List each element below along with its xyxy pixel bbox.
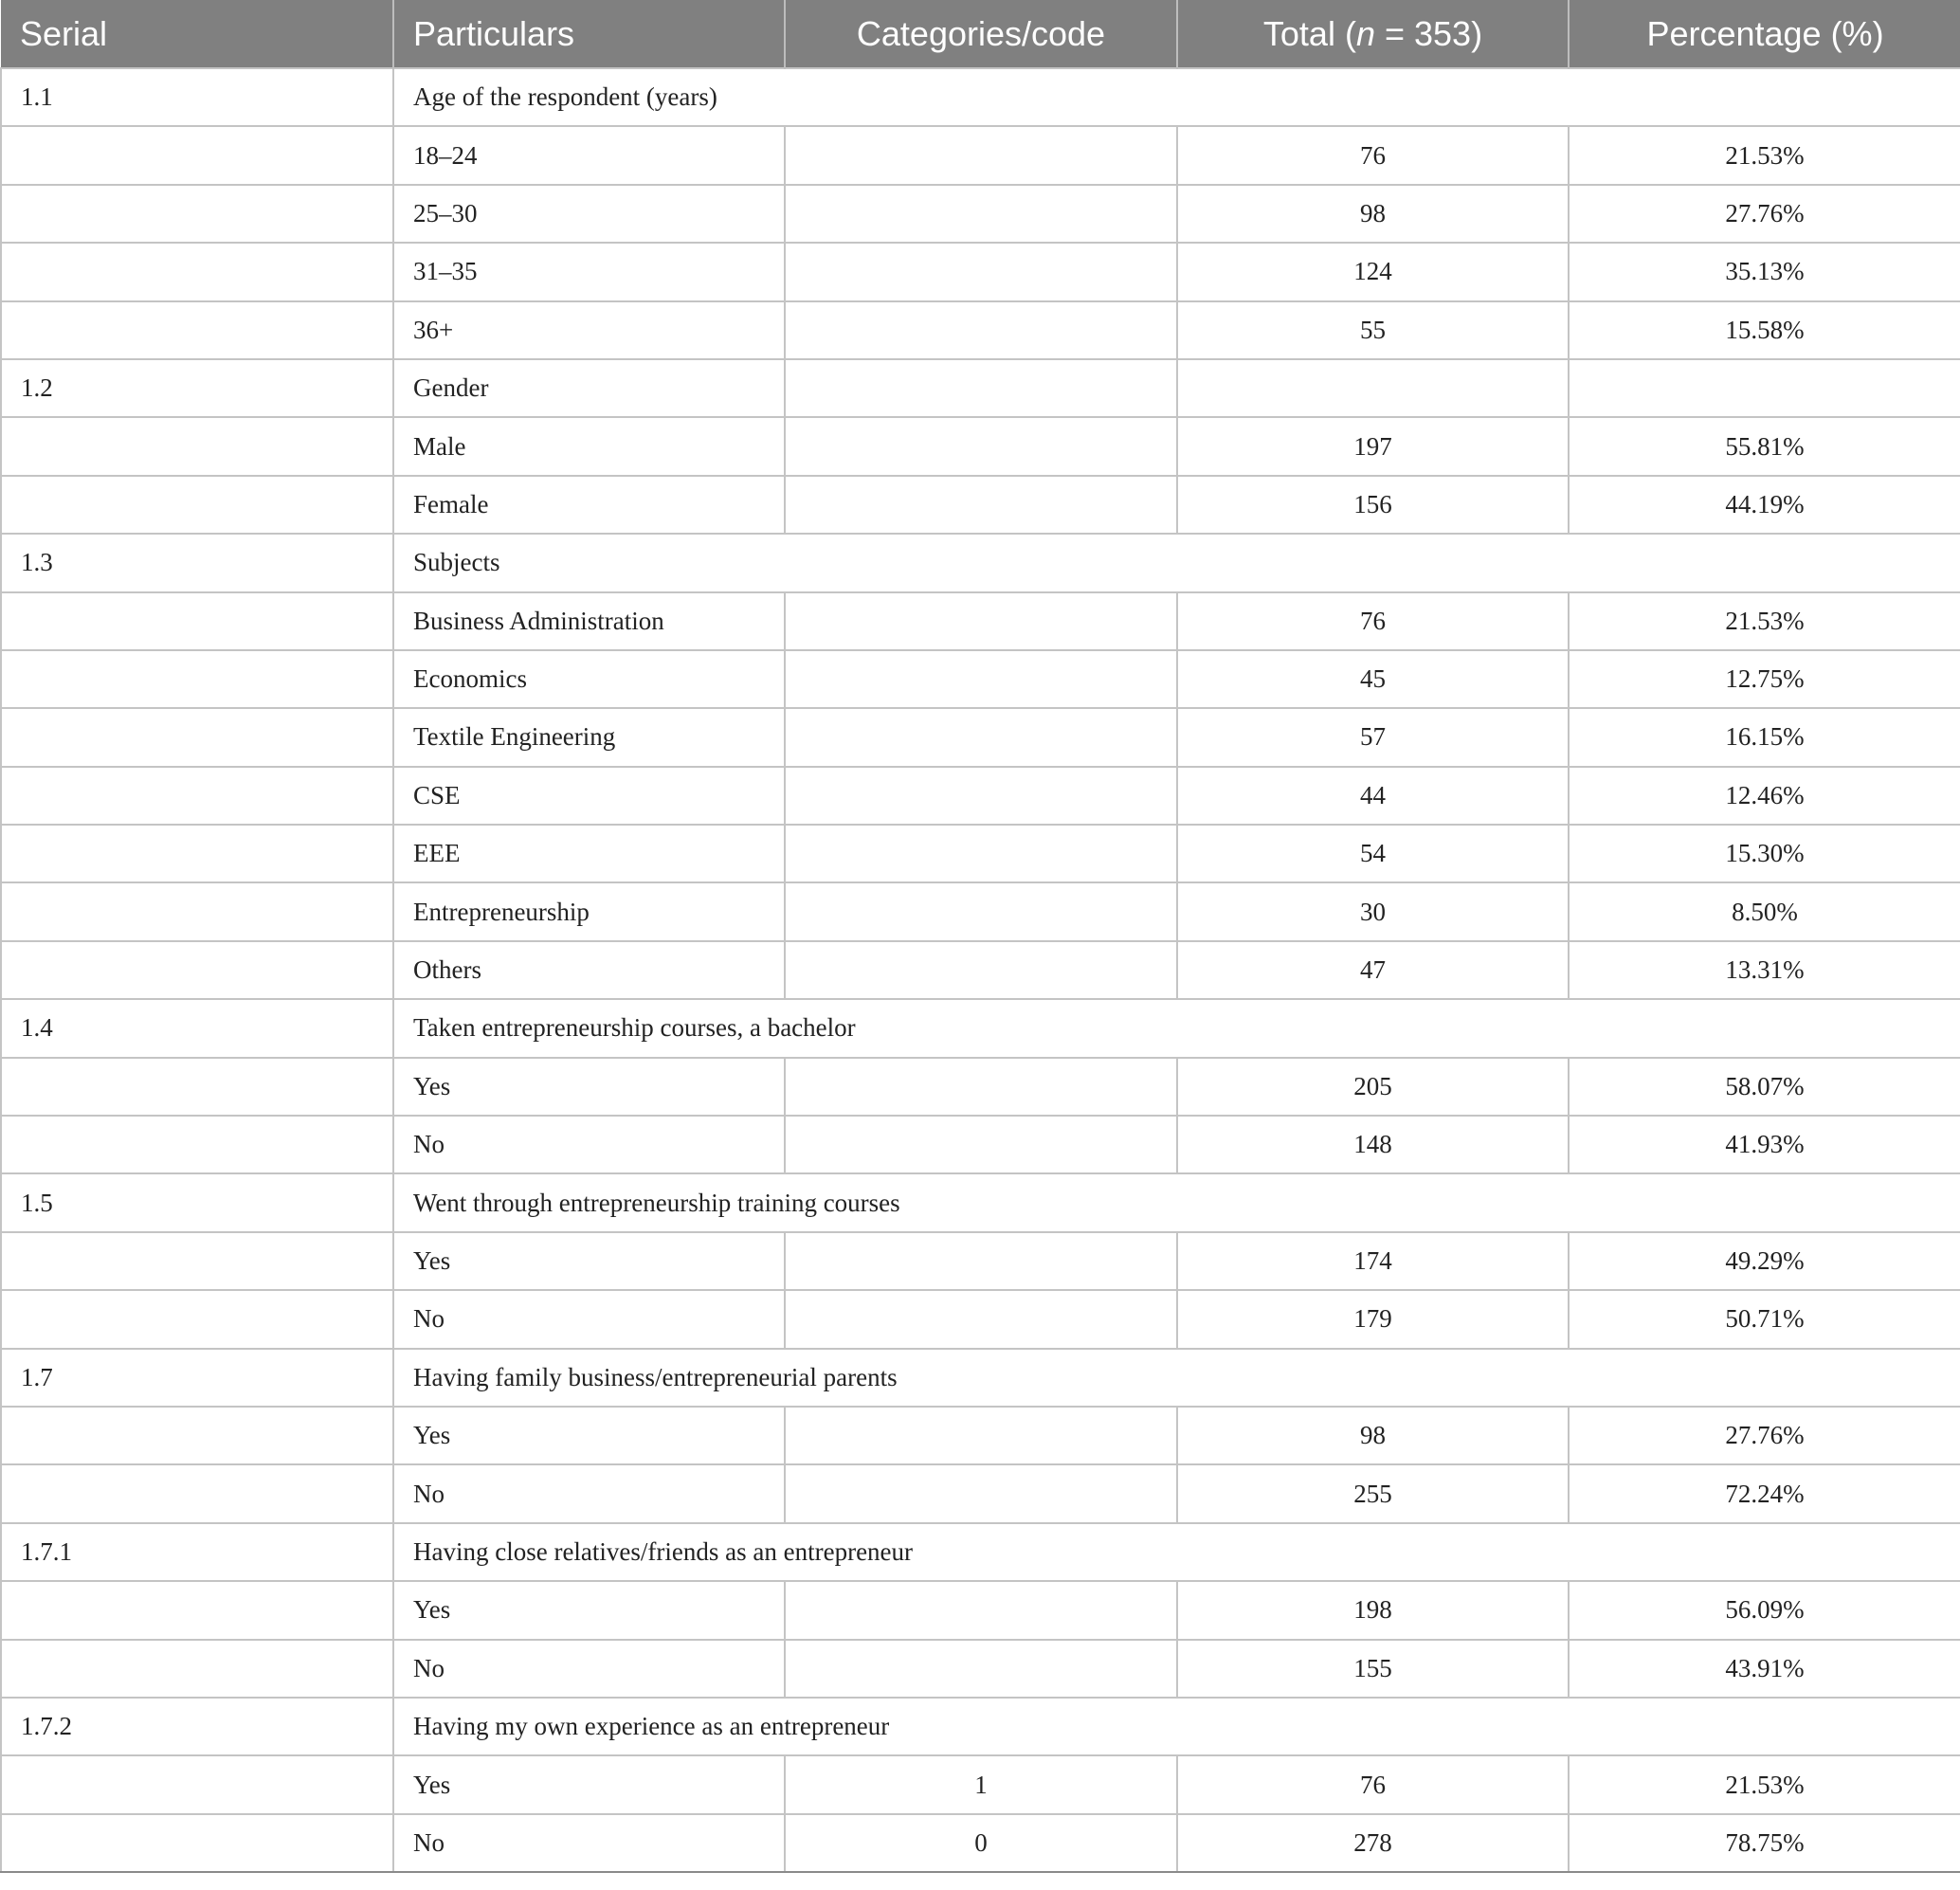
serial-cell (1, 476, 393, 534)
section-row (1, 1173, 1960, 1231)
categories-cell (785, 1116, 1177, 1173)
section-row (1, 534, 1960, 591)
total-cell: 54 (1177, 825, 1569, 882)
header-total-suffix: = 353) (1374, 13, 1483, 53)
serial-cell: 1.7.1 (1, 1523, 393, 1581)
serial-cell (1, 1116, 393, 1173)
header-total (1177, 0, 1569, 68)
percentage-cell: 50.71% (1569, 1290, 1960, 1348)
serial-cell (1, 767, 393, 825)
percentage-cell: 44.19% (1569, 476, 1960, 534)
section-row (1, 1698, 1960, 1755)
categories-cell (785, 301, 1177, 359)
particulars-cell: No (393, 1290, 785, 1348)
serial-cell (1, 650, 393, 708)
serial-cell (1, 1640, 393, 1698)
total-cell: 55 (1177, 301, 1569, 359)
total-cell: 98 (1177, 1407, 1569, 1464)
categories-cell (785, 1464, 1177, 1522)
total-cell: 278 (1177, 1814, 1569, 1872)
serial-cell (1, 417, 393, 475)
serial-cell (1, 882, 393, 940)
header-particulars: Particulars (393, 0, 785, 68)
total-cell: 30 (1177, 882, 1569, 940)
table-row (1, 767, 1960, 825)
percentage-cell: 13.31% (1569, 941, 1960, 999)
categories-cell: 1 (785, 1755, 1177, 1813)
table-row (1, 476, 1960, 534)
particulars-cell: Economics (393, 650, 785, 708)
percentage-cell (1569, 359, 1960, 417)
table-row (1, 185, 1960, 243)
serial-cell (1, 708, 393, 766)
categories-cell (785, 1232, 1177, 1290)
total-cell: 198 (1177, 1581, 1569, 1639)
serial-cell (1, 185, 393, 243)
particulars-cell: No (393, 1464, 785, 1522)
percentage-cell: 15.58% (1569, 301, 1960, 359)
table-body (1, 68, 1960, 1872)
total-cell: 255 (1177, 1464, 1569, 1522)
table-row (1, 126, 1960, 184)
serial-cell (1, 1755, 393, 1813)
table-row (1, 1290, 1960, 1348)
total-cell: 148 (1177, 1116, 1569, 1173)
categories-cell (785, 825, 1177, 882)
categories-cell (785, 882, 1177, 940)
particulars-cell: No (393, 1814, 785, 1872)
section-label-cell: Having close relatives/friends as an entrepreneur (393, 1523, 1960, 1581)
table-row (1, 1058, 1960, 1116)
categories-cell (785, 1058, 1177, 1116)
section-row (1, 1349, 1960, 1407)
table-row (1, 243, 1960, 300)
percentage-cell: 21.53% (1569, 126, 1960, 184)
categories-cell: 0 (785, 1814, 1177, 1872)
particulars-cell: Yes (393, 1755, 785, 1813)
categories-cell (785, 1581, 1177, 1639)
particulars-cell: Entrepreneurship (393, 882, 785, 940)
total-cell: 124 (1177, 243, 1569, 300)
percentage-cell: 58.07% (1569, 1058, 1960, 1116)
particulars-cell: Female (393, 476, 785, 534)
percentage-cell: 15.30% (1569, 825, 1960, 882)
percentage-cell: 41.93% (1569, 1116, 1960, 1173)
particulars-cell: 25–30 (393, 185, 785, 243)
table-row (1, 301, 1960, 359)
particulars-cell: CSE (393, 767, 785, 825)
particulars-cell: 36+ (393, 301, 785, 359)
total-cell: 156 (1177, 476, 1569, 534)
categories-cell (785, 592, 1177, 650)
table-row (1, 941, 1960, 999)
categories-cell (785, 941, 1177, 999)
serial-cell: 1.3 (1, 534, 393, 591)
total-cell: 76 (1177, 592, 1569, 650)
table-row (1, 1407, 1960, 1464)
particulars-cell: Yes (393, 1581, 785, 1639)
categories-cell (785, 1640, 1177, 1698)
header-serial: Serial (1, 0, 393, 68)
table-row (1, 417, 1960, 475)
particulars-cell: 18–24 (393, 126, 785, 184)
percentage-cell: 27.76% (1569, 185, 1960, 243)
total-cell: 197 (1177, 417, 1569, 475)
serial-cell: 1.1 (1, 68, 393, 126)
table-row (1, 1232, 1960, 1290)
particulars-cell: No (393, 1116, 785, 1173)
total-cell: 57 (1177, 708, 1569, 766)
serial-cell (1, 1058, 393, 1116)
total-cell: 205 (1177, 1058, 1569, 1116)
section-label-cell: Went through entrepreneurship training courses (393, 1173, 1960, 1231)
section-label-cell: Having my own experience as an entrepreneur (393, 1698, 1960, 1755)
serial-cell: 1.7.2 (1, 1698, 393, 1755)
categories-cell (785, 1407, 1177, 1464)
table-row (1, 825, 1960, 882)
percentage-cell: 78.75% (1569, 1814, 1960, 1872)
percentage-cell: 35.13% (1569, 243, 1960, 300)
table-row (1, 882, 1960, 940)
percentage-cell: 12.46% (1569, 767, 1960, 825)
serial-cell: 1.5 (1, 1173, 393, 1231)
total-cell: 76 (1177, 1755, 1569, 1813)
percentage-cell: 56.09% (1569, 1581, 1960, 1639)
serial-cell (1, 1814, 393, 1872)
serial-cell (1, 301, 393, 359)
percentage-cell: 72.24% (1569, 1464, 1960, 1522)
percentage-cell: 55.81% (1569, 417, 1960, 475)
table-row (1, 592, 1960, 650)
particulars-cell: Business Administration (393, 592, 785, 650)
percentage-cell: 49.29% (1569, 1232, 1960, 1290)
section-label-cell: Gender (393, 359, 785, 417)
percentage-cell: 16.15% (1569, 708, 1960, 766)
total-cell: 47 (1177, 941, 1569, 999)
categories-cell (785, 185, 1177, 243)
serial-cell: 1.2 (1, 359, 393, 417)
particulars-cell: Yes (393, 1058, 785, 1116)
percentage-cell: 8.50% (1569, 882, 1960, 940)
categories-cell (785, 417, 1177, 475)
particulars-cell: Others (393, 941, 785, 999)
particulars-cell: Yes (393, 1232, 785, 1290)
categories-cell (785, 243, 1177, 300)
serial-cell: 1.4 (1, 999, 393, 1057)
table-row (1, 1755, 1960, 1813)
serial-cell (1, 126, 393, 184)
percentage-cell: 43.91% (1569, 1640, 1960, 1698)
categories-cell (785, 359, 1177, 417)
table-row (1, 1814, 1960, 1872)
serial-cell: 1.7 (1, 1349, 393, 1407)
section-label-cell: Subjects (393, 534, 1960, 591)
total-cell (1177, 359, 1569, 417)
section-row (1, 1523, 1960, 1581)
categories-cell (785, 708, 1177, 766)
serial-cell (1, 1581, 393, 1639)
total-cell: 45 (1177, 650, 1569, 708)
serial-cell (1, 1290, 393, 1348)
serial-cell (1, 1407, 393, 1464)
table-row (1, 1581, 1960, 1639)
particulars-cell: 31–35 (393, 243, 785, 300)
total-cell: 155 (1177, 1640, 1569, 1698)
categories-cell (785, 650, 1177, 708)
serial-cell (1, 1464, 393, 1522)
table-row (1, 708, 1960, 766)
total-cell: 44 (1177, 767, 1569, 825)
table-row (1, 1464, 1960, 1522)
table-header-row (1, 0, 1960, 68)
serial-cell (1, 825, 393, 882)
section-label-cell: Age of the respondent (years) (393, 68, 1960, 126)
header-categories: Categories/code (785, 0, 1177, 68)
table-row (1, 1116, 1960, 1173)
section-label-cell: Having family business/entrepreneurial parents (393, 1349, 1960, 1407)
serial-cell (1, 592, 393, 650)
percentage-cell: 27.76% (1569, 1407, 1960, 1464)
serial-cell (1, 243, 393, 300)
percentage-cell: 12.75% (1569, 650, 1960, 708)
particulars-cell: Yes (393, 1407, 785, 1464)
header-percentage: Percentage (%) (1569, 0, 1960, 68)
table-row (1, 1640, 1960, 1698)
categories-cell (785, 1290, 1177, 1348)
header-total-n: n (1355, 13, 1375, 53)
section-row (1, 999, 1960, 1057)
percentage-cell: 21.53% (1569, 592, 1960, 650)
categories-cell (785, 767, 1177, 825)
particulars-cell: EEE (393, 825, 785, 882)
total-cell: 179 (1177, 1290, 1569, 1348)
total-cell: 98 (1177, 185, 1569, 243)
table-row (1, 650, 1960, 708)
particulars-cell: No (393, 1640, 785, 1698)
particulars-cell: Textile Engineering (393, 708, 785, 766)
percentage-cell: 21.53% (1569, 1755, 1960, 1813)
header-total-prefix: Total ( (1262, 13, 1356, 53)
section-row (1, 359, 1960, 417)
section-row (1, 68, 1960, 126)
categories-cell (785, 476, 1177, 534)
particulars-cell: Male (393, 417, 785, 475)
total-cell: 76 (1177, 126, 1569, 184)
categories-cell (785, 126, 1177, 184)
total-cell: 174 (1177, 1232, 1569, 1290)
serial-cell (1, 1232, 393, 1290)
section-label-cell: Taken entrepreneurship courses, a bachelor (393, 999, 1960, 1057)
serial-cell (1, 941, 393, 999)
